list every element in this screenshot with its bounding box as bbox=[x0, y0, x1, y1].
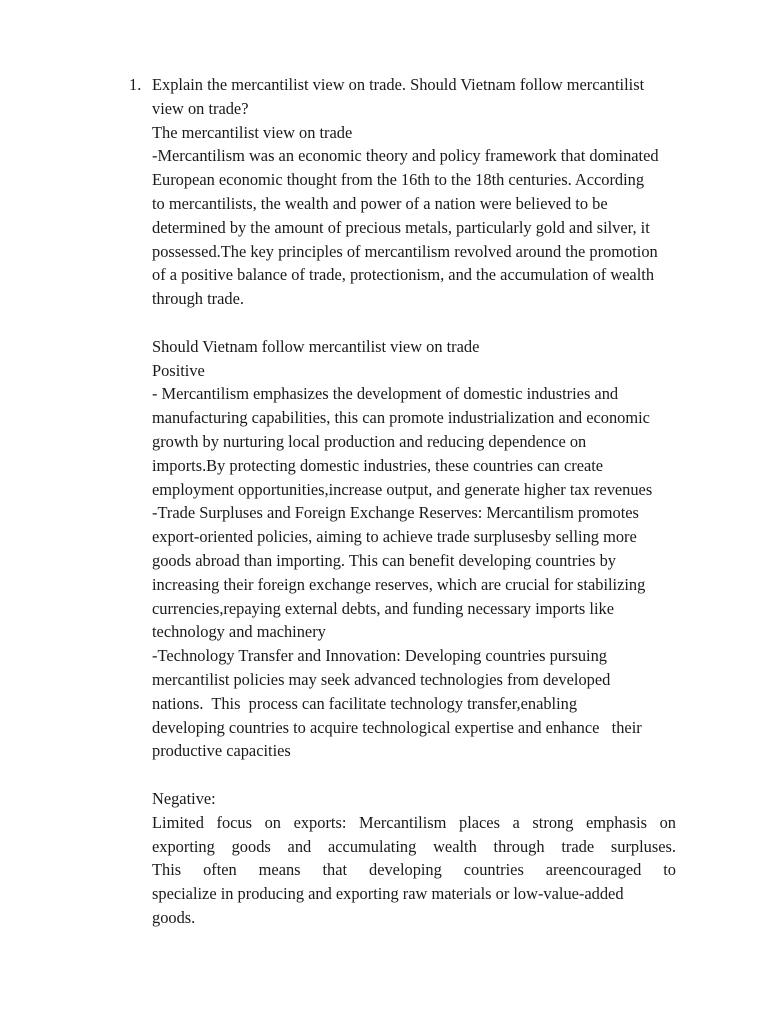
paragraph-line: goods abroad than importing. This can benefit developing countries by bbox=[152, 550, 616, 570]
paragraph-line: goods. bbox=[152, 907, 196, 927]
negative-heading: Negative: bbox=[152, 788, 216, 808]
paragraph-line: manufacturing capabilities, this can promote industrialization and economic bbox=[152, 408, 650, 428]
paragraph-line: -Trade Surpluses and Foreign Exchange Reserves: Mercantilism promotes bbox=[152, 503, 639, 523]
document-body bbox=[152, 73, 712, 930]
paragraph-line: of a positive balance of trade, protectionism, and the accumulation of wealth bbox=[152, 265, 655, 285]
paragraph-line: imports.By protecting domestic industries, these countries can create bbox=[152, 455, 604, 475]
section1-heading: The mercantilist view on trade bbox=[152, 122, 353, 142]
paragraph-line: European economic thought from the 16th to the 18th centuries. According bbox=[152, 170, 645, 190]
paragraph-line: specialize in producing and exporting raw materials or low-value-added bbox=[152, 884, 624, 904]
paragraph-line: productive capacities bbox=[152, 741, 291, 761]
blank-line bbox=[152, 763, 712, 787]
paragraph-line: This often means that developing countries areencouraged to bbox=[152, 860, 676, 880]
paragraph-line: increasing their foreign exchange reserves, which are crucial for stabilizing bbox=[152, 574, 646, 594]
paragraph-line: Limited focus on exports: Mercantilism places a strong emphasis on bbox=[152, 812, 676, 832]
paragraph-line: determined by the amount of precious metals, particularly gold and silver, it bbox=[152, 217, 650, 237]
paragraph-line: nations. This process can facilitate technology transfer,enabling bbox=[152, 693, 578, 713]
paragraph-line: possessed.The key principles of mercantilism revolved around the promotion bbox=[152, 241, 658, 261]
positive-heading: Positive bbox=[152, 360, 205, 380]
paragraph-line: technology and machinery bbox=[152, 622, 326, 642]
paragraph-line: export-oriented policies, aiming to achieve trade surplusesby selling more bbox=[152, 527, 637, 547]
question-line: Explain the mercantilist view on trade. Should Vietnam follow mercantilist bbox=[152, 75, 645, 94]
paragraph-line: exporting goods and accumulating wealth through trade surpluses. bbox=[152, 836, 676, 856]
section2-heading: Should Vietnam follow mercantilist view on trade bbox=[152, 336, 480, 356]
question-number: 1. bbox=[129, 75, 142, 94]
paragraph-line: currencies,repaying external debts, and funding necessary imports like bbox=[152, 598, 614, 618]
question-line: view on trade? bbox=[152, 98, 249, 118]
paragraph-line: mercantilist policies may seek advanced technologies from developed bbox=[152, 669, 611, 689]
paragraph-line: developing countries to acquire technological expertise and enhance their bbox=[152, 717, 642, 737]
paragraph-line: through trade. bbox=[152, 289, 244, 309]
paragraph-line: growth by nurturing local production and reducing dependence on bbox=[152, 431, 587, 451]
paragraph-line: to mercantilists, the wealth and power of a nation were believed to be bbox=[152, 193, 608, 213]
paragraph-line: employment opportunities,increase output, and generate higher tax revenues bbox=[152, 479, 653, 499]
paragraph-line: -Mercantilism was an economic theory and policy framework that dominated bbox=[152, 146, 659, 166]
paragraph-line: -Technology Transfer and Innovation: Developing countries pursuing bbox=[152, 646, 607, 666]
blank-line bbox=[152, 311, 712, 335]
paragraph-line: - Mercantilism emphasizes the development of domestic industries and bbox=[152, 384, 619, 404]
